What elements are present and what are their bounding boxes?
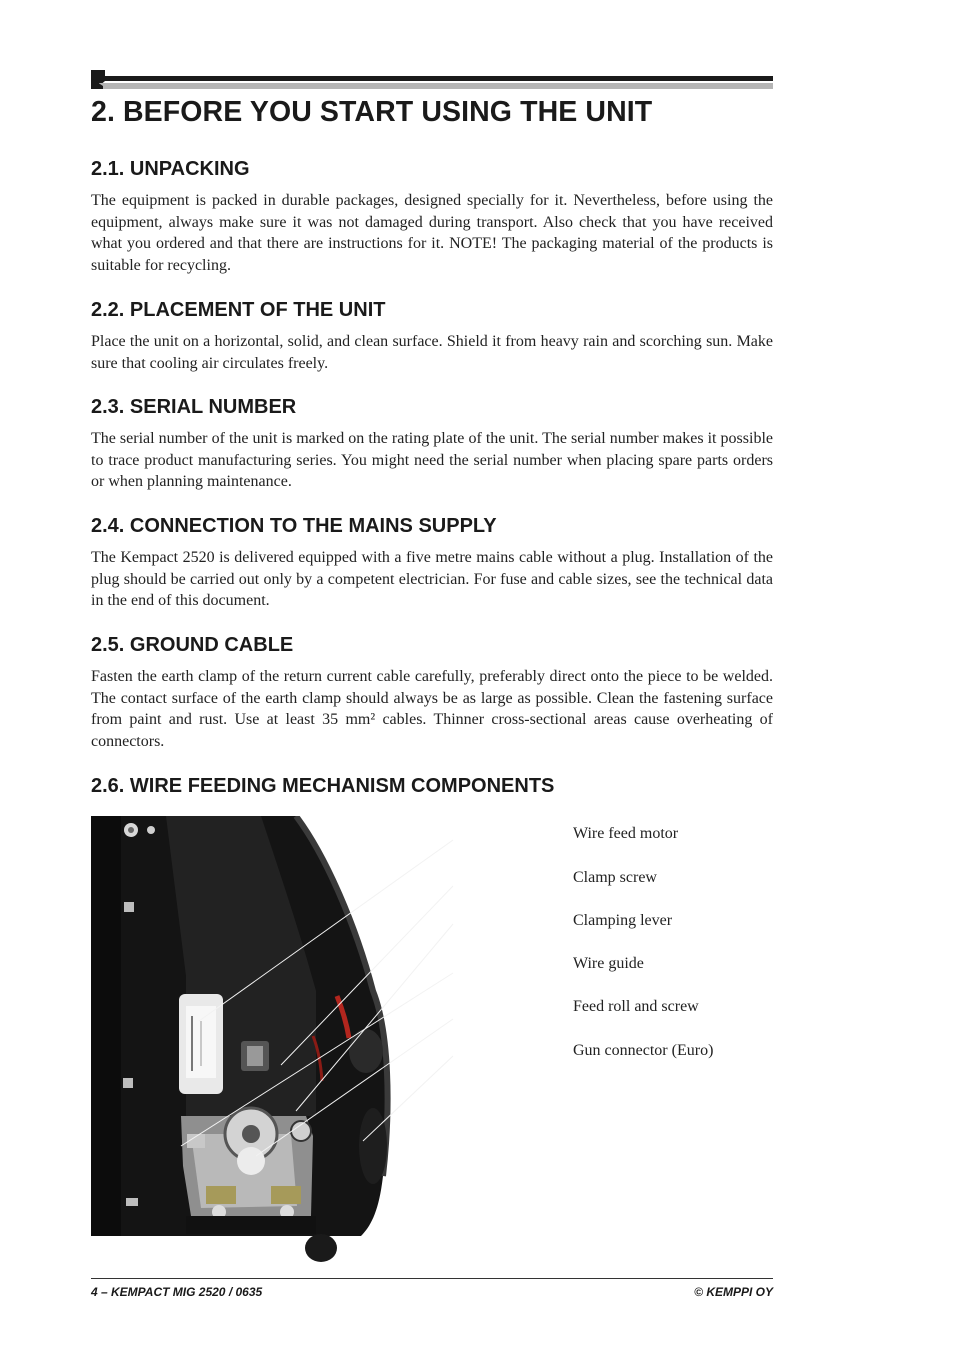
section-placement [91, 299, 773, 374]
section-heading: 2.1. UNPACKING [91, 158, 250, 180]
section-body: Place the unit on a horizontal, solid, and clean surface. Shield it from heavy rain and scorching sun. Make sure that cooling air circulates freely. [91, 333, 773, 372]
callout-clamping-lever: Clamping lever [573, 912, 673, 929]
header-rule [91, 70, 773, 92]
section-body: Fasten the earth clamp of the return current cable carefully, preferably direct onto the piece to be welded. The contact surface of the earth clamp should always be as large as possible. Clean the fastening surface from paint and rust. Use at least 35 mm² cables. Thinner cross-sectional areas cause overheating of connectors. [91, 668, 773, 751]
section-ground-cable [91, 634, 773, 753]
section-serial-number [91, 396, 773, 493]
section-body: The serial number of the unit is marked on the rating plate of the unit. The serial number makes it possible to trace product manufacturing series. You might need the serial number when placing spare parts orders or when planning maintenance. [91, 430, 773, 491]
callout-wire-feed-motor: Wire feed motor [573, 825, 679, 842]
section-body: The equipment is packed in durable packages, designed specially for it. Nevertheless, before using the equipment, always make sure it was not damaged during transport. Also check that you have received what you ordered and that there are instructions for it. NOTE! The packaging material of the products is suitable for recycling. [91, 192, 773, 275]
section-mains-supply [91, 515, 773, 612]
section-wire-feed [91, 775, 773, 807]
section-heading: 2.6. WIRE FEEDING MECHANISM COMPONENTS [91, 775, 555, 797]
footer-copyright: © KEMPPI OY [694, 1285, 773, 1299]
callout-gun-connector: Gun connector (Euro) [573, 1042, 714, 1059]
wire-feed-figure [91, 816, 773, 1271]
callout-feed-roll-and-screw: Feed roll and screw [573, 998, 699, 1015]
footer-rule [91, 1278, 773, 1279]
section-heading: 2.4. CONNECTION TO THE MAINS SUPPLY [91, 515, 497, 537]
section-heading: 2.5. GROUND CABLE [91, 634, 294, 656]
section-heading: 2.2. PLACEMENT OF THE UNIT [91, 299, 386, 321]
chapter-title: 2. BEFORE YOU START USING THE UNIT [91, 96, 653, 128]
section-body: The Kempact 2520 is delivered equipped with a five metre mains cable without a plug. Installation of the plug should be carried out only by a competent electrician. For fuse and cable sizes, see the technical data in the end of this document. [91, 549, 773, 610]
section-unpacking [91, 158, 773, 277]
callout-wire-guide: Wire guide [573, 955, 644, 972]
callout-clamp-screw: Clamp screw [573, 869, 657, 886]
footer-page-info: 4 – KEMPACT MIG 2520 / 0635 [91, 1285, 263, 1299]
section-heading: 2.3. SERIAL NUMBER [91, 396, 297, 418]
